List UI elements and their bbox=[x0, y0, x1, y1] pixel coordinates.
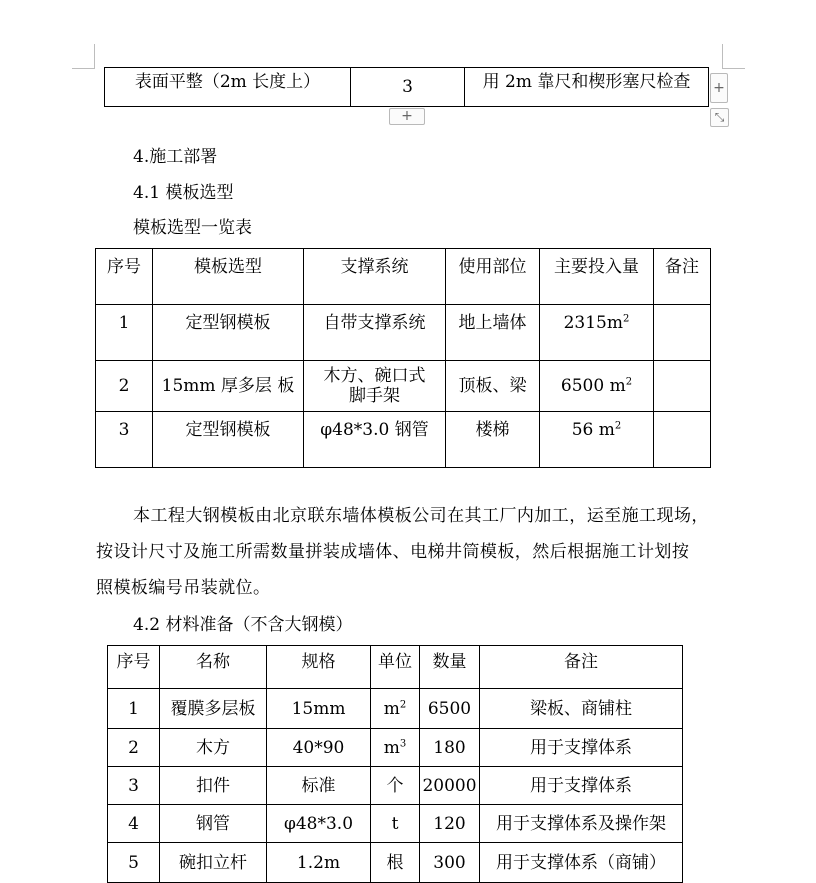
table-row bbox=[108, 805, 683, 843]
quantity-value: 6500 m bbox=[560, 376, 626, 396]
column-header: 序号 bbox=[108, 646, 160, 689]
table-resize-handle[interactable]: ⤡ bbox=[710, 108, 729, 127]
unit-exponent: 3 bbox=[399, 737, 407, 749]
add-column-button[interactable]: + bbox=[710, 73, 728, 103]
table-cell[interactable] bbox=[540, 305, 654, 361]
table-cell[interactable]: 300 bbox=[420, 843, 480, 883]
table-header-row bbox=[108, 646, 683, 689]
table-cell[interactable]: 5 bbox=[108, 843, 160, 883]
table-cell[interactable]: 2 bbox=[96, 361, 153, 412]
unit-exponent: 2 bbox=[625, 376, 633, 388]
column-header: 序号 bbox=[96, 249, 153, 305]
column-header: 模板选型 bbox=[153, 249, 304, 305]
unit-exponent: 2 bbox=[399, 698, 407, 710]
table-cell[interactable]: 用于支撑体系 bbox=[480, 767, 683, 805]
table-caption: 模板选型一览表 bbox=[133, 218, 252, 238]
table-row bbox=[105, 68, 709, 107]
table-cell[interactable]: 4 bbox=[108, 805, 160, 843]
table-cell[interactable]: 15mm bbox=[267, 689, 371, 729]
table-cell[interactable]: 定型钢模板 bbox=[153, 412, 304, 468]
table-cell[interactable]: 标准 bbox=[267, 767, 371, 805]
material-preparation-table[interactable] bbox=[107, 645, 683, 883]
unit-exponent: 2 bbox=[623, 313, 630, 325]
table-row bbox=[108, 843, 683, 883]
table-row bbox=[108, 767, 683, 805]
quantity-value: 56 m bbox=[571, 420, 615, 440]
table-cell[interactable]: 用于支撑体系及操作架 bbox=[480, 805, 683, 843]
table-cell[interactable]: 覆膜多层板 bbox=[160, 689, 267, 729]
table-cell[interactable]: 用 2m 靠尺和楔形塞尺检查 bbox=[465, 68, 709, 107]
table-cell[interactable] bbox=[371, 843, 420, 883]
table-row bbox=[96, 305, 711, 361]
table-row bbox=[96, 361, 711, 412]
table-cell[interactable] bbox=[371, 767, 420, 805]
table-cell[interactable]: 楼梯 bbox=[446, 412, 540, 468]
page-margin-corner-left bbox=[72, 44, 95, 69]
table-cell[interactable]: 3 bbox=[351, 68, 465, 107]
table-cell[interactable]: φ48*3.0 钢管 bbox=[304, 412, 446, 468]
column-header: 备注 bbox=[480, 646, 683, 689]
column-header: 数量 bbox=[420, 646, 480, 689]
table-cell[interactable]: 180 bbox=[420, 729, 480, 767]
unit-value: m bbox=[383, 737, 400, 758]
table-cell[interactable]: 2 bbox=[108, 729, 160, 767]
formwork-selection-table[interactable] bbox=[95, 248, 711, 468]
table-header-row bbox=[96, 249, 711, 305]
table-cell[interactable] bbox=[654, 412, 711, 468]
table-cell[interactable]: 钢管 bbox=[160, 805, 267, 843]
table-cell[interactable] bbox=[654, 361, 711, 412]
table-cell[interactable]: 顶板、梁 bbox=[446, 361, 540, 412]
column-header: 备注 bbox=[654, 249, 711, 305]
table-cell[interactable]: 1 bbox=[96, 305, 153, 361]
table-cell[interactable]: 3 bbox=[108, 767, 160, 805]
table-cell[interactable]: 6500 bbox=[420, 689, 480, 729]
column-header: 支撑系统 bbox=[304, 249, 446, 305]
unit-value: 根 bbox=[386, 852, 404, 873]
table-cell[interactable]: 1 bbox=[108, 689, 160, 729]
unit-value: 个 bbox=[386, 775, 404, 796]
table-cell[interactable]: 用于支撑体系 bbox=[480, 729, 683, 767]
table-cell[interactable]: 木方 bbox=[160, 729, 267, 767]
table-cell[interactable]: 3 bbox=[96, 412, 153, 468]
table-cell[interactable]: 碗扣立杆 bbox=[160, 843, 267, 883]
subsection-heading: 4.1 模板选型 bbox=[133, 183, 234, 203]
table-cell[interactable]: 扣件 bbox=[160, 767, 267, 805]
subsection-heading: 4.2 材料准备（不含大钢模） bbox=[133, 615, 353, 635]
table-row bbox=[108, 729, 683, 767]
table-cell[interactable]: 用于支撑体系（商铺） bbox=[480, 843, 683, 883]
body-paragraph-line: 本工程大钢模板由北京联东墙体模板公司在其工厂内加工，运至施工现场， bbox=[133, 506, 709, 526]
unit-value: t bbox=[391, 813, 399, 834]
table-cell[interactable]: 40*90 bbox=[267, 729, 371, 767]
table-cell[interactable]: 地上墙体 bbox=[446, 305, 540, 361]
cell-line: 脚手架 bbox=[349, 386, 400, 406]
table-cell[interactable]: 1.2m bbox=[267, 843, 371, 883]
table-cell[interactable] bbox=[371, 805, 420, 843]
page-margin-corner-right bbox=[722, 44, 745, 69]
table-cell[interactable]: φ48*3.0 bbox=[267, 805, 371, 843]
table-cell[interactable] bbox=[371, 729, 420, 767]
table-cell[interactable]: 120 bbox=[420, 805, 480, 843]
table-cell[interactable]: 梁板、商铺柱 bbox=[480, 689, 683, 729]
table-cell[interactable]: 20000 bbox=[420, 767, 480, 805]
table-cell[interactable] bbox=[654, 305, 711, 361]
body-paragraph-line: 按设计尺寸及施工所需数量拼装成墙体、电梯井筒模板，然后根据施工计划按 bbox=[96, 542, 690, 562]
add-row-button[interactable]: + bbox=[389, 108, 425, 125]
table-cell[interactable] bbox=[371, 689, 420, 729]
body-paragraph-line: 照模板编号吊装就位。 bbox=[96, 578, 271, 598]
table-cell[interactable]: 15mm 厚多层 板 bbox=[153, 361, 304, 412]
section-heading: 4.施工部署 bbox=[133, 147, 218, 167]
column-header: 单位 bbox=[371, 646, 420, 689]
column-header: 名称 bbox=[160, 646, 267, 689]
unit-exponent: 2 bbox=[614, 420, 622, 432]
table-row bbox=[108, 689, 683, 729]
table-cell[interactable]: 定型钢模板 bbox=[153, 305, 304, 361]
column-header: 规格 bbox=[267, 646, 371, 689]
table-cell[interactable] bbox=[540, 412, 654, 468]
cell-line: 木方、碗口式 bbox=[323, 366, 426, 386]
unit-value: m bbox=[383, 698, 400, 719]
column-header: 主要投入量 bbox=[540, 249, 654, 305]
table-row bbox=[96, 412, 711, 468]
top-table[interactable] bbox=[104, 67, 709, 107]
table-cell[interactable] bbox=[540, 361, 654, 412]
table-cell[interactable] bbox=[304, 361, 446, 412]
table-cell[interactable]: 自带支撑系统 bbox=[304, 305, 446, 361]
table-cell[interactable]: 表面平整（2m 长度上） bbox=[105, 68, 351, 107]
quantity-value: 2315m bbox=[563, 313, 623, 333]
column-header: 使用部位 bbox=[446, 249, 540, 305]
